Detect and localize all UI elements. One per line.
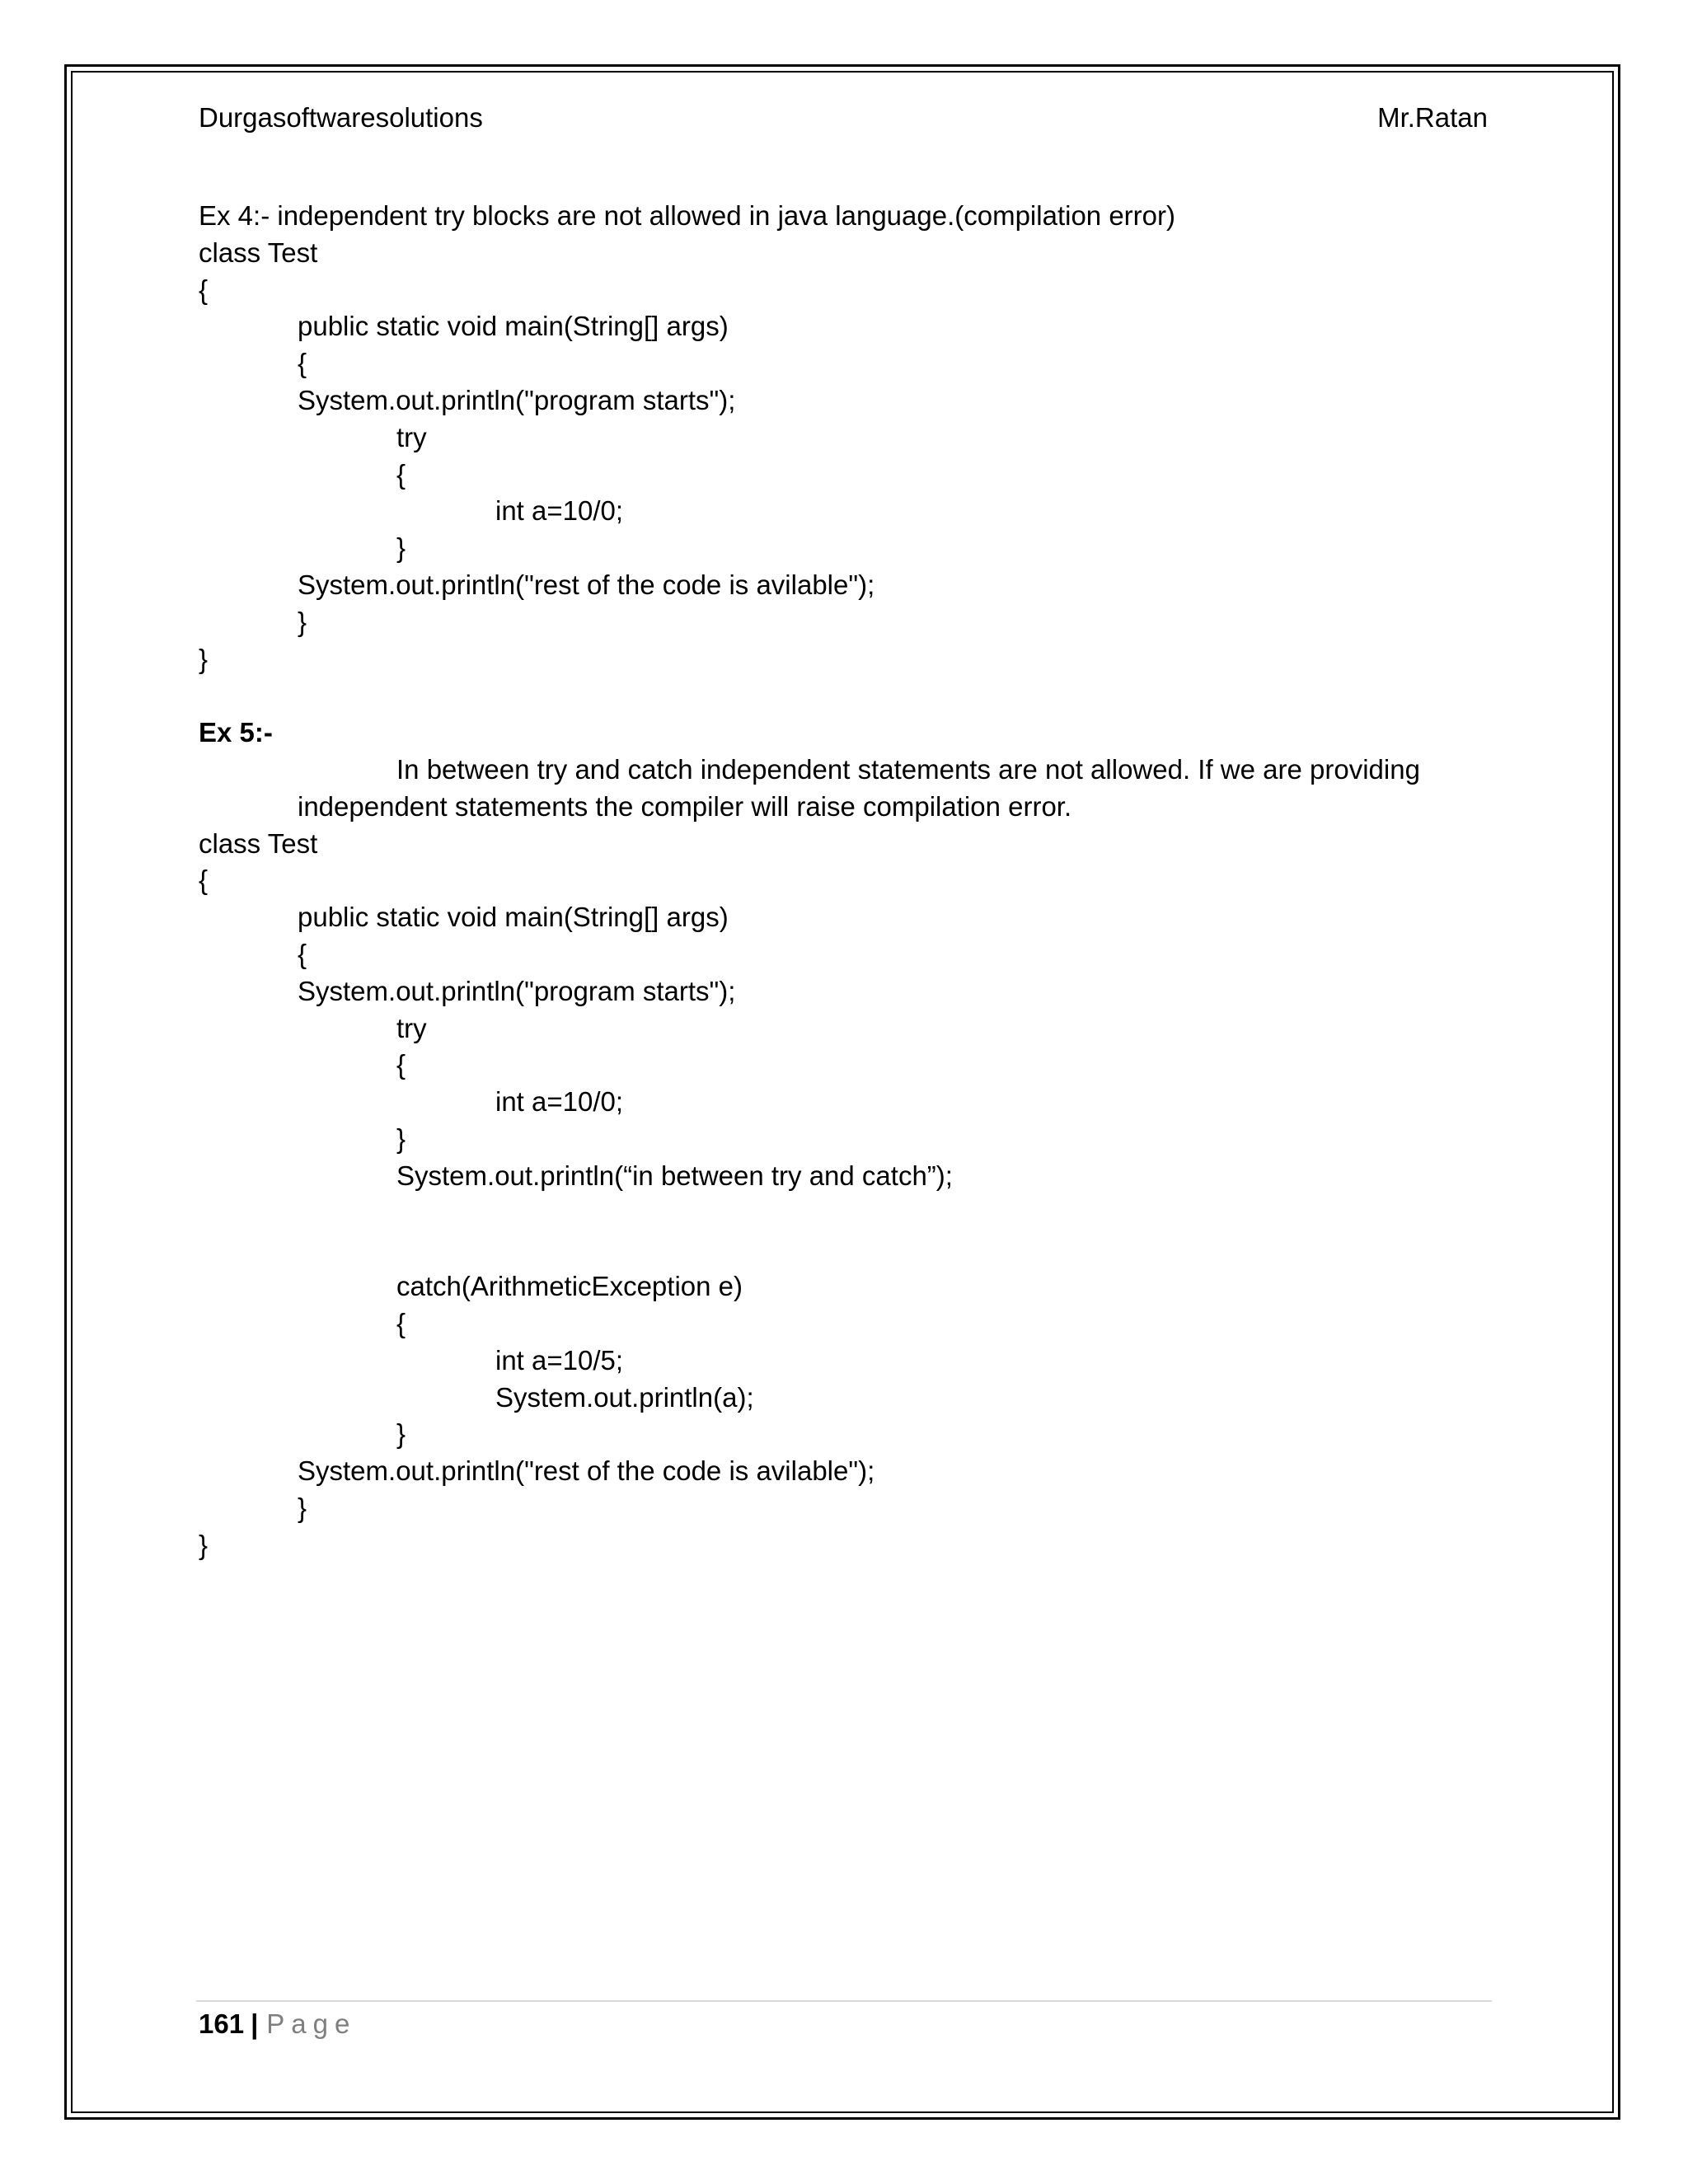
code-line: } (396, 1122, 406, 1154)
header-author: Mr.Ratan (1377, 102, 1488, 133)
code-line: int a=10/0; (495, 495, 624, 527)
header-company: Durgasoftwaresolutions (199, 102, 483, 133)
footer (199, 2006, 356, 2042)
code-line: { (396, 458, 406, 490)
code-line: class Test (199, 827, 318, 859)
code-line: class Test (199, 237, 318, 268)
code-line: } (199, 643, 209, 674)
ex5-paragraph-line: independent statements the compiler will raise compilation error. (298, 790, 1072, 822)
spacer (199, 1195, 1493, 1232)
footer-separator: | (251, 2008, 259, 2039)
code-line: int a=10/5; (495, 1344, 624, 1376)
spacer (199, 677, 1493, 715)
code-line: public static void main(String[] args) (298, 311, 729, 342)
code-line: } (199, 1529, 209, 1560)
code-line: System.out.println("rest of the code is avilable"); (298, 1455, 875, 1487)
code-line: } (298, 1492, 307, 1523)
code-line: { (298, 938, 307, 969)
code-line: { (396, 1307, 406, 1338)
code-line: System.out.println("program starts"); (298, 384, 736, 415)
code-line: { (199, 274, 209, 305)
page-label: Page (266, 2008, 357, 2039)
code-line: } (298, 606, 307, 637)
page-number: 161 (199, 2008, 245, 2039)
code-line: { (396, 1049, 406, 1080)
code-line: System.out.println("program starts"); (298, 975, 736, 1006)
code-line: try (396, 421, 427, 452)
code-line: System.out.println("rest of the code is avilable"); (298, 569, 875, 600)
spacer (199, 1231, 1493, 1268)
code-line: System.out.println(“in between try and catch”); (396, 1160, 953, 1191)
code-line: catch(ArithmeticException e) (396, 1271, 743, 1302)
code-line: { (199, 865, 209, 896)
code-line: { (298, 348, 307, 379)
code-line: } (396, 1418, 406, 1450)
ex4-heading: Ex 4:- independent try blocks are not allowed in java language.(compilation error) (199, 200, 1175, 231)
page-content (199, 198, 1493, 1563)
code-line: int a=10/0; (495, 1086, 624, 1118)
ex5-paragraph-line: In between try and catch independent statements are not allowed. If we are providing (396, 753, 1420, 785)
code-line: } (396, 532, 406, 564)
code-line: try (396, 1012, 427, 1043)
ex5-heading: Ex 5:- (199, 717, 273, 748)
footer-divider (196, 2000, 1492, 2002)
code-line: System.out.println(a); (495, 1381, 754, 1413)
code-line: public static void main(String[] args) (298, 902, 729, 933)
